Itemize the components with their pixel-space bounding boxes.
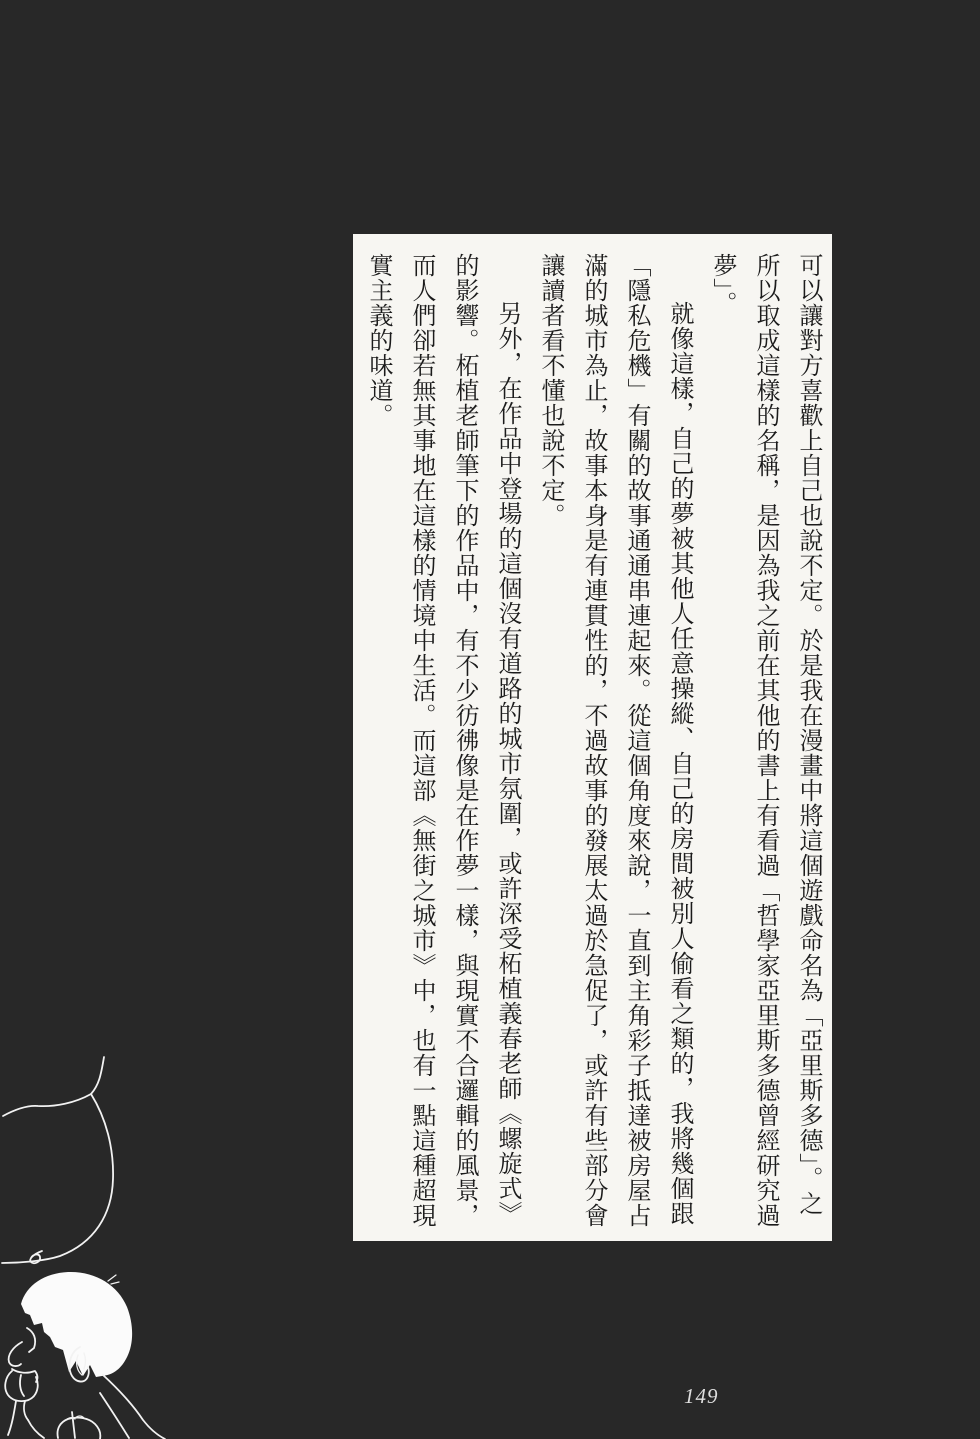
page-number: 149	[684, 1384, 719, 1408]
paragraph-3: 另外，在作品中登場的這個沒有道路的城市氛圍，或許深受柘植義春老師《螺旋式》的影響。柘植老師筆下的作品中，有不少彷彿像是在作夢一樣，與現實不合邏輯的風景，而人們卻若無其事地在這樣的情境中生活。而這部《無街之城市》中，也有一點這種超現實主義的味道。	[365, 253, 520, 1228]
paragraph-1: 可以讓對方喜歡上自己也說不定。於是我在漫畫中將這個遊戲命名為「亞里斯多德」。之所以取成這樣的名稱，是因為我之前在其他的書上有看過「哲學家亞里斯多德曾經研究過夢」。	[709, 253, 821, 1228]
vertical-text-block	[353, 234, 832, 1241]
boy-head	[5, 1272, 165, 1439]
boy-profile-illustration	[0, 1045, 200, 1439]
paragraph-2: 就像這樣，自己的夢被其他人任意操縱、自己的房間被別人偷看之類的，我將幾個跟「隱私危機」有關的故事通通串連起來。從這個角度來說，一直到主角彩子抵達被房屋占滿的城市為止，故事本身是有連貫性的，不過故事的發展太過於急促了，或許有些部分會讓讀者看不懂也說不定。	[537, 253, 692, 1228]
tangled-string-icon	[2, 1057, 113, 1263]
text-panel	[353, 234, 832, 1241]
